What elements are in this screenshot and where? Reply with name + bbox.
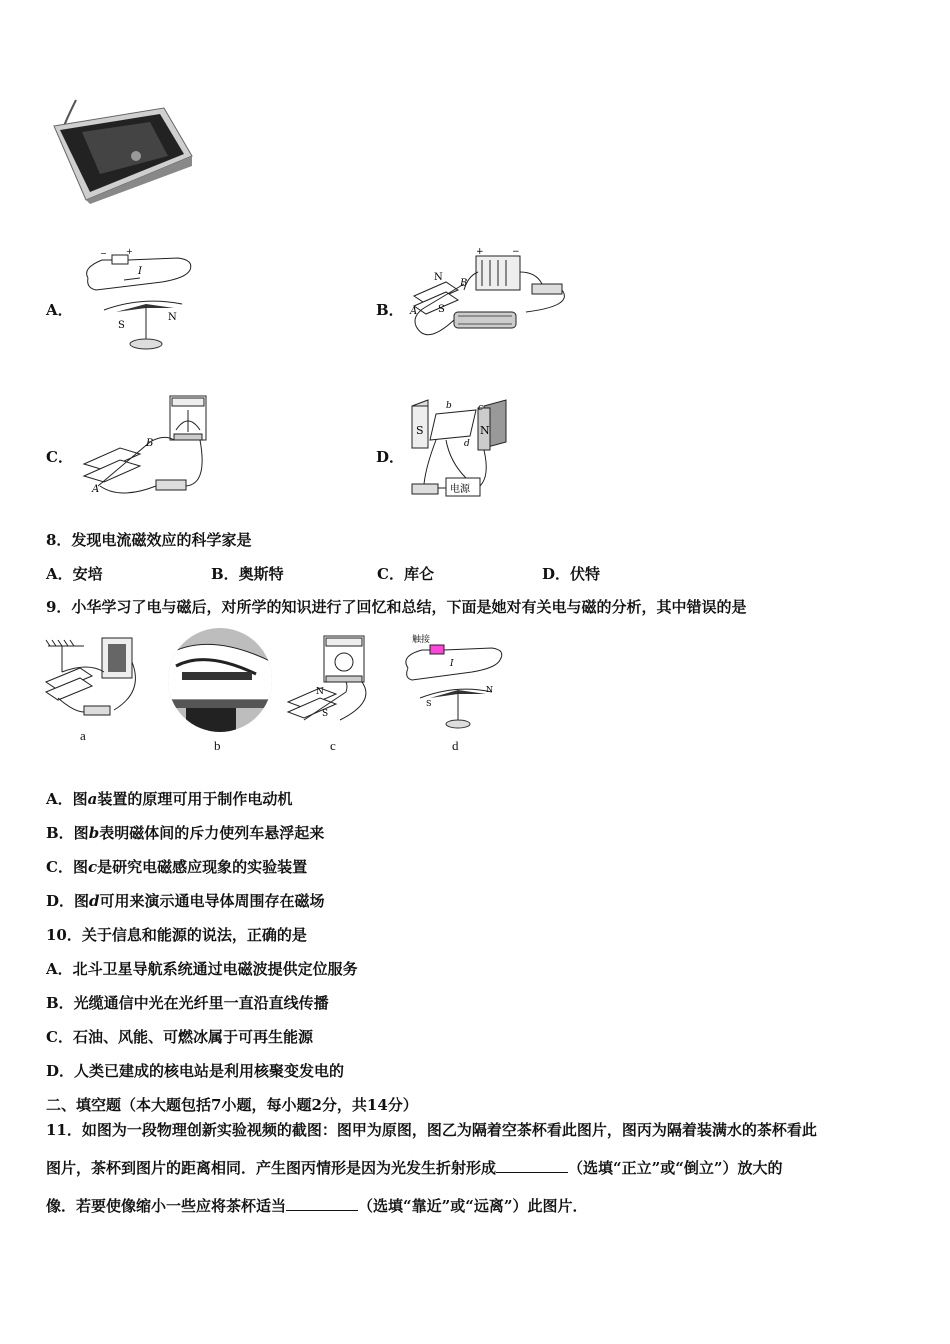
q11-text: 图片，茶杯到图片的距离相同．产生图丙情形是因为光发生折射形成 — [46, 1159, 497, 1177]
section-title: 二、填空题（本大题包括7小题，每小题2分，共14分） — [46, 1096, 418, 1114]
diagram-label: S — [416, 424, 424, 437]
q11-text: （选填“正立”或“倒立”）放大的 — [568, 1159, 783, 1177]
q11-line-1: 11．如图为一段物理创新实验视频的截图：图甲为原图，图乙为隔着空茶杯看此图片，图丙为隔着装满水的茶杯看此 — [46, 1121, 817, 1139]
q10-option-c[interactable]: C．石油、风能、可燃冰属于可再生能源 — [46, 1028, 313, 1046]
q9-option-b[interactable] — [46, 823, 324, 843]
diagram-label: S — [118, 320, 125, 331]
q9-figure-b — [166, 628, 276, 734]
figure-b-motor-circuit — [406, 246, 576, 358]
figure-d-coil — [406, 396, 516, 504]
q9-caption-b: b — [214, 738, 221, 753]
q10-option-b[interactable]: B．光缆通信中光在光纤里一直沿直线传播 — [46, 994, 329, 1012]
q8-option-c[interactable]: C．库仑 — [377, 565, 434, 583]
diagram-label: N — [434, 272, 443, 283]
diagram-label: N — [168, 312, 177, 323]
diagram-label: I — [450, 659, 454, 669]
q9-option-var: d — [89, 892, 100, 910]
q9-figure-c — [286, 632, 386, 730]
fig-label-d: D． — [376, 448, 405, 466]
q9-option-text: 表明磁体间的斥力使列车悬浮起来 — [99, 824, 325, 842]
svg-text:−: − — [512, 247, 520, 257]
diagram-label: B — [460, 278, 468, 289]
diagram-label: 电源 — [450, 484, 470, 495]
diagram-label: c — [478, 403, 484, 413]
q11-blank-2[interactable] — [286, 1196, 358, 1211]
q8-stem: 8．发现电流磁效应的科学家是 — [46, 531, 252, 549]
q10-option-d[interactable]: D．人类已建成的核电站是利用核聚变发电的 — [46, 1062, 345, 1080]
q9-caption-d: d — [452, 738, 459, 753]
diagram-label: 触接 — [412, 635, 431, 645]
q9-option-text: 可用来演示通电导体周围存在磁场 — [99, 892, 325, 910]
diagram-label: A — [92, 484, 100, 495]
q9-option-var: b — [88, 824, 100, 842]
q9-option-text: 是研究电磁感应现象的实验装置 — [97, 858, 308, 876]
figure-c-induction — [80, 394, 210, 502]
q11-text: （选填“靠近”或“远离”）此图片． — [358, 1197, 588, 1215]
phone-charger-image — [46, 96, 196, 206]
q9-option-prefix: B．图 — [46, 824, 89, 842]
q9-caption-c: c — [330, 738, 336, 753]
q9-option-prefix: D．图 — [46, 892, 90, 910]
diagram-label: S — [438, 304, 445, 315]
q8-option-a[interactable]: A．安培 — [46, 565, 103, 583]
q9-caption-a: a — [80, 728, 86, 743]
q11-line-3 — [46, 1196, 588, 1216]
q9-option-c[interactable] — [46, 857, 307, 877]
q11-text: 像．若要使像缩小一些应将茶杯适当 — [46, 1197, 287, 1215]
q9-option-text: 装置的原理可用于制作电动机 — [97, 790, 293, 808]
diagram-label: N — [486, 685, 493, 694]
diagram-label: S — [426, 699, 432, 708]
diagram-label: b — [446, 401, 452, 411]
q8-option-b[interactable]: B．奥斯特 — [211, 565, 284, 583]
diagram-label: N — [480, 424, 490, 437]
diagram-label: d — [464, 439, 470, 449]
q8-option-d[interactable]: D．伏特 — [542, 565, 601, 583]
diagram-label: S — [322, 709, 329, 719]
q11-line-2 — [46, 1158, 783, 1178]
svg-text:+: + — [476, 247, 484, 257]
svg-text:+: + — [126, 248, 133, 256]
fig-label-c: C． — [46, 448, 73, 466]
q9-option-prefix: C．图 — [46, 858, 88, 876]
q9-stem: 9．小华学习了电与磁后，对所学的知识进行了回忆和总结，下面是她对有关电与磁的分析，其中错误的是 — [46, 598, 747, 616]
diagram-label: I — [138, 266, 142, 277]
fig-label-b: B． — [376, 301, 404, 319]
q9-option-prefix: A．图 — [46, 790, 88, 808]
diagram-label: B — [146, 438, 154, 449]
svg-text:−: − — [100, 249, 107, 258]
q11-blank-1[interactable] — [496, 1158, 568, 1173]
q9-option-d[interactable] — [46, 891, 325, 911]
fig-label-a: A． — [46, 301, 73, 319]
q9-figure-a — [44, 632, 144, 722]
diagram-label: A — [410, 306, 418, 317]
q9-option-a[interactable] — [46, 789, 292, 809]
q9-option-var: a — [87, 790, 98, 808]
figure-a-oersted — [82, 248, 202, 356]
q9-option-var: c — [87, 858, 98, 876]
q10-stem: 10．关于信息和能源的说法，正确的是 — [46, 926, 307, 944]
q10-option-a[interactable]: A．北斗卫星导航系统通过电磁波提供定位服务 — [46, 960, 358, 978]
diagram-label: N — [316, 687, 324, 697]
q9-figure-d — [400, 632, 508, 730]
